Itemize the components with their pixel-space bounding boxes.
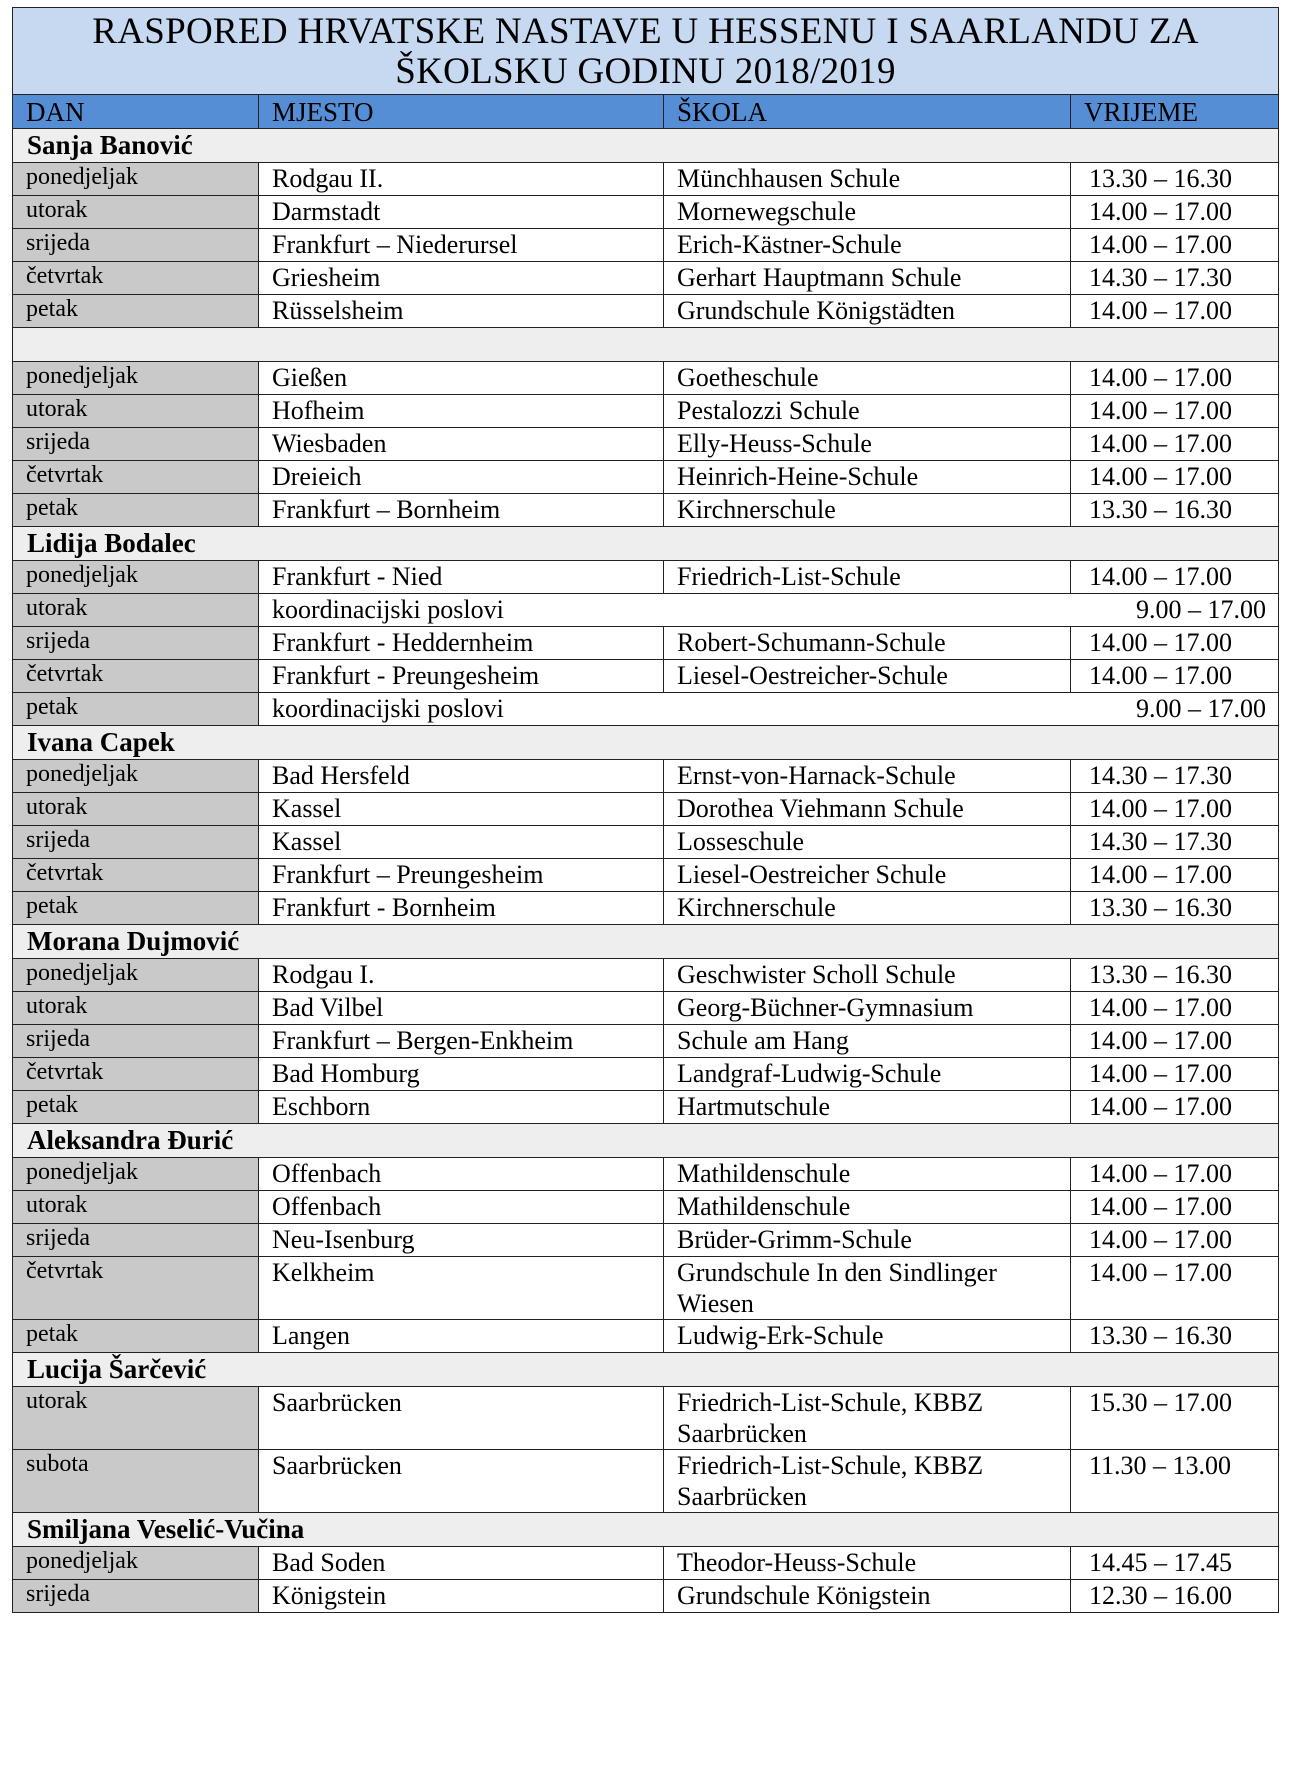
- document-title: RASPORED HRVATSKE NASTAVE U HESSENU I SAARLANDU ZA ŠKOLSKU GODINU 2018/2019: [13, 8, 1279, 95]
- schedule-row: [13, 859, 1279, 892]
- school-cell: Ludwig-Erk-Schule: [664, 1320, 1071, 1353]
- place-cell: Offenbach: [259, 1191, 664, 1224]
- place-cell: koordinacijski poslovi: [259, 594, 1071, 627]
- day-cell: četvrtak: [13, 859, 259, 892]
- school-cell: Mathildenschule: [664, 1191, 1071, 1224]
- place-cell: Griesheim: [259, 262, 664, 295]
- teacher-row: [13, 328, 1279, 362]
- header-day: DAN: [13, 95, 259, 129]
- header-school: ŠKOLA: [664, 95, 1071, 129]
- schedule-row: [13, 1580, 1279, 1613]
- schedule-row: [13, 793, 1279, 826]
- schedule-row: [13, 992, 1279, 1025]
- time-cell: 14.00 – 17.00: [1071, 561, 1279, 594]
- schedule-row: [13, 561, 1279, 594]
- school-cell: Pestalozzi Schule: [664, 395, 1071, 428]
- time-cell: 14.00 – 17.00: [1071, 660, 1279, 693]
- place-cell: Kelkheim: [259, 1257, 664, 1320]
- school-cell: Kirchnerschule: [664, 892, 1071, 925]
- school-cell: Mornewegschule: [664, 196, 1071, 229]
- school-cell: Robert-Schumann-Schule: [664, 627, 1071, 660]
- school-cell: Gerhart Hauptmann Schule: [664, 262, 1071, 295]
- place-cell: Bad Hersfeld: [259, 760, 664, 793]
- day-cell: srijeda: [13, 1025, 259, 1058]
- time-cell: 12.30 – 16.00: [1071, 1580, 1279, 1613]
- teacher-name: Ivana Capek: [13, 726, 1279, 760]
- day-cell: srijeda: [13, 1580, 259, 1613]
- time-cell: 14.00 – 17.00: [1071, 1058, 1279, 1091]
- school-cell: Ernst-von-Harnack-Schule: [664, 760, 1071, 793]
- day-cell: četvrtak: [13, 262, 259, 295]
- day-cell: petak: [13, 494, 259, 527]
- school-cell: Georg-Büchner-Gymnasium: [664, 992, 1071, 1025]
- day-cell: ponedjeljak: [13, 561, 259, 594]
- day-cell: ponedjeljak: [13, 163, 259, 196]
- schedule-row: [13, 461, 1279, 494]
- teacher-row: [13, 726, 1279, 760]
- teacher-name: Sanja Banović: [13, 129, 1279, 163]
- place-cell: Saarbrücken: [259, 1387, 664, 1450]
- schedule-row: [13, 627, 1279, 660]
- school-cell: Münchhausen Schule: [664, 163, 1071, 196]
- schedule-row: [13, 1547, 1279, 1580]
- schedule-row: [13, 428, 1279, 461]
- school-cell: Liesel-Oestreicher-Schule: [664, 660, 1071, 693]
- schedule-row: [13, 1091, 1279, 1124]
- schedule-row: [13, 362, 1279, 395]
- school-cell: Heinrich-Heine-Schule: [664, 461, 1071, 494]
- schedule-row: [13, 826, 1279, 859]
- school-cell: Hartmutschule: [664, 1091, 1071, 1124]
- time-cell: 14.00 – 17.00: [1071, 229, 1279, 262]
- time-cell: 14.45 – 17.45: [1071, 1547, 1279, 1580]
- teacher-row: [13, 1353, 1279, 1387]
- day-cell: utorak: [13, 992, 259, 1025]
- place-cell: Gießen: [259, 362, 664, 395]
- day-cell: četvrtak: [13, 1257, 259, 1320]
- time-cell: 14.00 – 17.00: [1071, 1091, 1279, 1124]
- schedule-row: [13, 262, 1279, 295]
- schedule-row: [13, 1058, 1279, 1091]
- school-cell: Losseschule: [664, 826, 1071, 859]
- school-cell: Friedrich-List-Schule, KBBZ Saarbrücken: [664, 1387, 1071, 1450]
- place-cell: Frankfurt - Nied: [259, 561, 664, 594]
- time-cell: 9.00 – 17.00: [1071, 693, 1279, 726]
- place-cell: Rodgau II.: [259, 163, 664, 196]
- day-cell: četvrtak: [13, 461, 259, 494]
- schedule-row: [13, 494, 1279, 527]
- place-cell: Dreieich: [259, 461, 664, 494]
- time-cell: 14.30 – 17.30: [1071, 826, 1279, 859]
- day-cell: utorak: [13, 196, 259, 229]
- teacher-name: Aleksandra Đurić: [13, 1124, 1279, 1158]
- day-cell: subota: [13, 1450, 259, 1513]
- day-cell: srijeda: [13, 229, 259, 262]
- place-cell: Offenbach: [259, 1158, 664, 1191]
- schedule-row: [13, 229, 1279, 262]
- place-cell: Frankfurt – Bergen-Enkheim: [259, 1025, 664, 1058]
- schedule-table: [12, 7, 1279, 1613]
- teacher-row: [13, 1124, 1279, 1158]
- schedule-row: [13, 196, 1279, 229]
- school-cell: Friedrich-List-Schule: [664, 561, 1071, 594]
- school-cell: Grundschule Königstädten: [664, 295, 1071, 328]
- school-cell: Landgraf-Ludwig-Schule: [664, 1058, 1071, 1091]
- school-cell: Erich-Kästner-Schule: [664, 229, 1071, 262]
- schedule-row: [13, 1320, 1279, 1353]
- school-cell: Friedrich-List-Schule, KBBZ Saarbrücken: [664, 1450, 1071, 1513]
- day-cell: ponedjeljak: [13, 959, 259, 992]
- time-cell: 13.30 – 16.30: [1071, 892, 1279, 925]
- schedule-row: [13, 1387, 1279, 1450]
- day-cell: srijeda: [13, 428, 259, 461]
- teacher-row: [13, 1513, 1279, 1547]
- place-cell: Frankfurt - Bornheim: [259, 892, 664, 925]
- time-cell: 14.00 – 17.00: [1071, 992, 1279, 1025]
- day-cell: petak: [13, 1091, 259, 1124]
- day-cell: utorak: [13, 1191, 259, 1224]
- place-cell: Eschborn: [259, 1091, 664, 1124]
- day-cell: srijeda: [13, 627, 259, 660]
- time-cell: 13.30 – 16.30: [1071, 163, 1279, 196]
- school-cell: Mathildenschule: [664, 1158, 1071, 1191]
- time-cell: 14.00 – 17.00: [1071, 196, 1279, 229]
- place-cell: Rodgau I.: [259, 959, 664, 992]
- day-cell: utorak: [13, 1387, 259, 1450]
- time-cell: 14.00 – 17.00: [1071, 1158, 1279, 1191]
- time-cell: 14.00 – 17.00: [1071, 859, 1279, 892]
- school-cell: Elly-Heuss-Schule: [664, 428, 1071, 461]
- time-cell: 14.00 – 17.00: [1071, 1025, 1279, 1058]
- schedule-body: [13, 8, 1279, 1613]
- day-cell: petak: [13, 892, 259, 925]
- place-cell: Bad Soden: [259, 1547, 664, 1580]
- school-cell: Grundschule Königstein: [664, 1580, 1071, 1613]
- time-cell: 14.00 – 17.00: [1071, 461, 1279, 494]
- header-place: MJESTO: [259, 95, 664, 129]
- schedule-row: [13, 1158, 1279, 1191]
- time-cell: 14.00 – 17.00: [1071, 1224, 1279, 1257]
- time-cell: 13.30 – 16.30: [1071, 494, 1279, 527]
- day-cell: utorak: [13, 793, 259, 826]
- place-cell: Bad Homburg: [259, 1058, 664, 1091]
- place-cell: koordinacijski poslovi: [259, 693, 1071, 726]
- time-cell: 14.30 – 17.30: [1071, 262, 1279, 295]
- day-cell: utorak: [13, 594, 259, 627]
- schedule-row: [13, 395, 1279, 428]
- day-cell: ponedjeljak: [13, 760, 259, 793]
- schedule-row: [13, 1025, 1279, 1058]
- schedule-row: [13, 163, 1279, 196]
- place-cell: Langen: [259, 1320, 664, 1353]
- time-cell: 14.00 – 17.00: [1071, 362, 1279, 395]
- schedule-row: [13, 693, 1279, 726]
- teacher-name: Lucija Šarčević: [13, 1353, 1279, 1387]
- time-cell: 14.00 – 17.00: [1071, 1257, 1279, 1320]
- place-cell: Wiesbaden: [259, 428, 664, 461]
- time-cell: 11.30 – 13.00: [1071, 1450, 1279, 1513]
- school-cell: Schule am Hang: [664, 1025, 1071, 1058]
- place-cell: Frankfurt - Preungesheim: [259, 660, 664, 693]
- day-cell: utorak: [13, 395, 259, 428]
- title-row: [13, 8, 1279, 95]
- place-cell: Kassel: [259, 826, 664, 859]
- place-cell: Hofheim: [259, 395, 664, 428]
- school-cell: Kirchnerschule: [664, 494, 1071, 527]
- time-cell: 14.30 – 17.30: [1071, 760, 1279, 793]
- day-cell: ponedjeljak: [13, 362, 259, 395]
- day-cell: srijeda: [13, 1224, 259, 1257]
- place-cell: Königstein: [259, 1580, 664, 1613]
- schedule-row: [13, 1257, 1279, 1320]
- school-cell: Liesel-Oestreicher Schule: [664, 859, 1071, 892]
- day-cell: petak: [13, 1320, 259, 1353]
- teacher-row: [13, 527, 1279, 561]
- place-cell: Frankfurt - Heddernheim: [259, 627, 664, 660]
- place-cell: Frankfurt – Preungesheim: [259, 859, 664, 892]
- day-cell: petak: [13, 693, 259, 726]
- schedule-row: [13, 1224, 1279, 1257]
- place-cell: Frankfurt – Bornheim: [259, 494, 664, 527]
- teacher-row: [13, 129, 1279, 163]
- time-cell: 14.00 – 17.00: [1071, 1191, 1279, 1224]
- place-cell: Bad Vilbel: [259, 992, 664, 1025]
- day-cell: petak: [13, 295, 259, 328]
- teacher-name: [13, 328, 1279, 362]
- time-cell: 14.00 – 17.00: [1071, 627, 1279, 660]
- school-cell: Grundschule In den Sindlinger Wiesen: [664, 1257, 1071, 1320]
- time-cell: 14.00 – 17.00: [1071, 295, 1279, 328]
- time-cell: 15.30 – 17.00: [1071, 1387, 1279, 1450]
- schedule-row: [13, 1450, 1279, 1513]
- schedule-row: [13, 760, 1279, 793]
- school-cell: Dorothea Viehmann Schule: [664, 793, 1071, 826]
- teacher-name: Smiljana Veselić-Vučina: [13, 1513, 1279, 1547]
- place-cell: Kassel: [259, 793, 664, 826]
- schedule-row: [13, 1191, 1279, 1224]
- time-cell: 14.00 – 17.00: [1071, 793, 1279, 826]
- schedule-row: [13, 959, 1279, 992]
- day-cell: četvrtak: [13, 1058, 259, 1091]
- place-cell: Neu-Isenburg: [259, 1224, 664, 1257]
- time-cell: 13.30 – 16.30: [1071, 959, 1279, 992]
- school-cell: Theodor-Heuss-Schule: [664, 1547, 1071, 1580]
- time-cell: 14.00 – 17.00: [1071, 428, 1279, 461]
- day-cell: ponedjeljak: [13, 1158, 259, 1191]
- day-cell: ponedjeljak: [13, 1547, 259, 1580]
- place-cell: Saarbrücken: [259, 1450, 664, 1513]
- place-cell: Darmstadt: [259, 196, 664, 229]
- time-cell: 9.00 – 17.00: [1071, 594, 1279, 627]
- day-cell: četvrtak: [13, 660, 259, 693]
- time-cell: 14.00 – 17.00: [1071, 395, 1279, 428]
- school-cell: Goetheschule: [664, 362, 1071, 395]
- day-cell: srijeda: [13, 826, 259, 859]
- header-time: VRIJEME: [1071, 95, 1279, 129]
- header-row: [13, 95, 1279, 129]
- schedule-document: [12, 7, 1278, 1613]
- schedule-row: [13, 892, 1279, 925]
- school-cell: Geschwister Scholl Schule: [664, 959, 1071, 992]
- teacher-name: Lidija Bodalec: [13, 527, 1279, 561]
- teacher-row: [13, 925, 1279, 959]
- schedule-row: [13, 660, 1279, 693]
- time-cell: 13.30 – 16.30: [1071, 1320, 1279, 1353]
- schedule-row: [13, 295, 1279, 328]
- place-cell: Frankfurt – Niederursel: [259, 229, 664, 262]
- teacher-name: Morana Dujmović: [13, 925, 1279, 959]
- place-cell: Rüsselsheim: [259, 295, 664, 328]
- school-cell: Brüder-Grimm-Schule: [664, 1224, 1071, 1257]
- schedule-row: [13, 594, 1279, 627]
